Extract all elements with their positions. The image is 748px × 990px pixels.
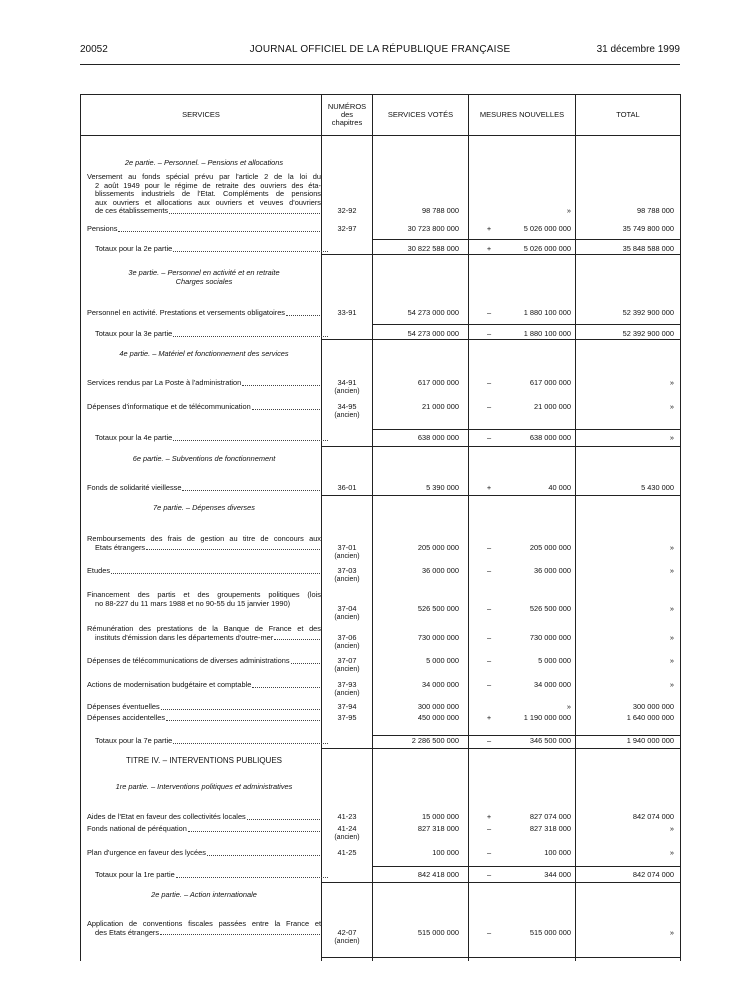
service-label: [87, 591, 321, 608]
total-rule: [372, 239, 680, 240]
sign: –: [486, 633, 492, 642]
total-value: 52 392 900 000: [622, 308, 674, 317]
total-value: 842 074 000: [632, 812, 674, 821]
service-label: [87, 434, 329, 443]
section-heading-text: 2e partie. – Personnel. – Pensions et allocations: [124, 158, 284, 167]
ancien-tag: (ancien): [334, 387, 360, 395]
sign: –: [486, 870, 492, 879]
votes-value: 842 418 000: [417, 870, 459, 879]
label-text: Etats étrangers: [95, 542, 146, 552]
chapter-number: [325, 379, 369, 396]
label-text: Totaux pour la 1re partie: [95, 870, 175, 879]
col-header-chapitres-l3: chapitres: [331, 118, 363, 127]
col-header-mesures: MESURES NOUVELLES: [479, 110, 565, 119]
leader-dots: [207, 855, 320, 856]
votes-value: 34 000 000: [422, 680, 459, 689]
leader-dots: [176, 877, 328, 878]
chapter-code: 37-06: [337, 633, 357, 642]
label-line: 2 août 1949 pour le régime de retraite des ouvriers des éta-: [95, 180, 321, 190]
page-header: [80, 44, 680, 60]
label-text: Dépenses accidentelles: [87, 713, 166, 722]
label-line: Application de conventions fiscales passées entre la France et: [87, 919, 321, 928]
section-heading-text: 1re partie. – Interventions politiques et administratives: [115, 782, 293, 791]
label-text: Totaux pour la 2e partie: [95, 244, 173, 253]
chapter-code: 37-07: [337, 656, 357, 665]
section-heading-text: 4e partie. – Matériel et fonctionnement des services: [119, 349, 289, 358]
total-value: »: [669, 633, 674, 642]
section-rule: [322, 882, 680, 883]
service-label: [87, 309, 321, 318]
chapter-code: 41-24: [337, 824, 357, 833]
service-label: [87, 173, 321, 216]
service-label: [87, 484, 321, 493]
mesures-value: 34 000 000: [534, 680, 571, 689]
votes-value: 730 000 000: [417, 633, 459, 642]
section-rule: [322, 339, 680, 340]
sign: –: [486, 378, 492, 387]
col-header-chapitres-l2: des: [340, 110, 354, 119]
section-heading-text: [87, 269, 321, 286]
votes-value: 54 273 000 000: [407, 308, 459, 317]
chapter-number: 32-97: [337, 224, 357, 233]
label-text: Actions de modernisation budgétaire et comptable: [87, 680, 252, 689]
chapter-number: [325, 403, 369, 420]
mesures-value: 344 000: [544, 870, 571, 879]
ancien-tag: (ancien): [334, 689, 360, 697]
col-header-total: TOTAL: [616, 110, 640, 119]
votes-value: 5 390 000: [426, 483, 459, 492]
votes-value: 526 500 000: [417, 604, 459, 613]
label-line: [87, 634, 321, 643]
votes-value: 5 000 000: [426, 656, 459, 665]
votes-value: 54 273 000 000: [407, 329, 459, 338]
ancien-tag: (ancien): [334, 937, 360, 945]
service-label: [87, 714, 321, 723]
sign: –: [486, 824, 492, 833]
service-label: [87, 681, 321, 690]
mesures-value: 36 000 000: [534, 566, 571, 575]
sign: –: [486, 308, 492, 317]
sign: –: [486, 329, 492, 338]
label-text: Fonds national de péréquation: [87, 824, 187, 833]
label-line: [87, 544, 321, 553]
chapter-number: [325, 544, 369, 561]
sign: +: [486, 812, 492, 821]
ancien-tag: (ancien): [334, 833, 360, 841]
mesures-value: 346 500 000: [529, 736, 571, 745]
leader-dots: [161, 709, 320, 710]
total-value: 842 074 000: [632, 870, 674, 879]
total-value: »: [669, 543, 674, 552]
sign: –: [486, 736, 492, 745]
col-header-votes: SERVICES VOTÉS: [387, 110, 454, 119]
chapter-number: [325, 681, 369, 698]
mesures-value: 827 074 000: [529, 812, 571, 821]
votes-value: 30 723 800 000: [407, 224, 459, 233]
section-heading-text: 2e partie. – Action internationale: [151, 890, 257, 899]
sign: –: [486, 433, 492, 442]
mesures-value: »: [566, 702, 571, 711]
total-value: 5 430 000: [641, 483, 674, 492]
mesures-value: 617 000 000: [529, 378, 571, 387]
total-value: »: [669, 928, 674, 937]
label-text: Dépenses d'informatique et de télécommunication: [87, 402, 251, 411]
votes-value: 36 000 000: [422, 566, 459, 575]
leader-dots: [182, 490, 320, 491]
title-heading-text: TITRE IV. – INTERVENTIONS PUBLIQUES: [125, 756, 283, 765]
service-label: [87, 245, 329, 254]
leader-dots: [160, 934, 320, 935]
col-divider: [575, 95, 576, 961]
label-text: Etudes: [87, 566, 111, 575]
mesures-value: 515 000 000: [529, 928, 571, 937]
mesures-value: 1 880 100 000: [523, 329, 571, 338]
journal-title: JOURNAL OFFICIEL DE LA RÉPUBLIQUE FRANÇAISE: [249, 44, 511, 55]
total-value: »: [669, 433, 674, 442]
votes-value: 617 000 000: [417, 378, 459, 387]
service-label: [87, 849, 321, 858]
leader-dots: [291, 663, 320, 664]
service-label: [87, 225, 321, 234]
chapter-number: [325, 825, 369, 842]
service-label: [87, 379, 321, 388]
service-label: [87, 625, 321, 642]
label-line: Remboursements des frais de gestion au titre de concours aux: [87, 534, 321, 543]
sign: +: [486, 224, 492, 233]
mesures-value: »: [566, 206, 571, 215]
total-rule: [372, 429, 680, 430]
section-heading-text: 6e partie. – Subventions de fonctionnement: [132, 454, 276, 463]
sign: –: [486, 543, 492, 552]
ancien-tag: (ancien): [334, 411, 360, 419]
label-text: Dépenses de télécommunications de diverses administrations: [87, 656, 290, 665]
chapter-code: 37-93: [337, 680, 357, 689]
sign: –: [486, 656, 492, 665]
chapter-code: 42-07: [337, 928, 357, 937]
leader-dots: [252, 409, 320, 410]
label-line: Versement au fonds spécial prévu par l'article 2 de la loi du: [87, 172, 321, 181]
header-rule: [80, 64, 680, 65]
ancien-tag: (ancien): [334, 613, 360, 621]
label-text: Fonds de solidarité vieillesse: [87, 483, 182, 492]
col-header-chapitres: [322, 95, 372, 135]
votes-value: 827 318 000: [417, 824, 459, 833]
total-rule: [372, 324, 680, 325]
service-label: [87, 703, 321, 712]
section-rule: [322, 254, 680, 255]
leader-dots: [166, 720, 320, 721]
mesures-value: 526 500 000: [529, 604, 571, 613]
total-value: 35 749 800 000: [622, 224, 674, 233]
col-divider: [321, 95, 322, 961]
service-label: [87, 813, 321, 822]
chapter-number: [325, 567, 369, 584]
mesures-value: 730 000 000: [529, 633, 571, 642]
chapter-number: 36-01: [337, 483, 357, 492]
sign: –: [486, 848, 492, 857]
leader-dots: [274, 639, 320, 640]
mesures-value: 1 880 100 000: [523, 308, 571, 317]
votes-value: 15 000 000: [422, 812, 459, 821]
total-value: »: [669, 566, 674, 575]
label-text: Services rendus par La Poste à l'administration: [87, 378, 242, 387]
chapter-number: [325, 929, 369, 946]
section-rule: [322, 495, 680, 496]
service-label: [87, 330, 329, 339]
label-text: Totaux pour la 3e partie: [95, 329, 173, 338]
heading-line: 3e partie. – Personnel en activité et en retraite: [128, 268, 280, 277]
sign: –: [486, 402, 492, 411]
service-label: [87, 403, 321, 412]
votes-value: 515 000 000: [417, 928, 459, 937]
chapter-number: [325, 605, 369, 622]
ancien-tag: (ancien): [334, 552, 360, 560]
section-rule: [322, 446, 680, 447]
sign: –: [486, 928, 492, 937]
label-line: Rémunération des prestations de la Banque de France et des: [87, 624, 321, 633]
total-value: 35 848 588 000: [622, 244, 674, 253]
mesures-value: 40 000: [548, 483, 571, 492]
total-value: 300 000 000: [632, 702, 674, 711]
chapter-code: 34-91: [337, 378, 357, 387]
chapter-number: 32-92: [337, 206, 357, 215]
total-value: »: [669, 402, 674, 411]
heading-line: Charges sociales: [175, 276, 233, 286]
service-label: [87, 737, 329, 746]
leader-dots: [118, 231, 320, 232]
service-label: [87, 657, 321, 666]
total-value: »: [669, 378, 674, 387]
label-text: des Etats étrangers: [95, 927, 160, 937]
chapter-number: 37-94: [337, 702, 357, 711]
label-text: de ces établissements: [95, 206, 169, 215]
votes-value: 98 788 000: [422, 206, 459, 215]
leader-dots: [188, 831, 320, 832]
service-label: [87, 567, 321, 576]
ancien-tag: (ancien): [334, 665, 360, 673]
label-text: Totaux pour la 4e partie: [95, 433, 173, 442]
chapter-number: 37-95: [337, 713, 357, 722]
total-value: 98 788 000: [637, 206, 674, 215]
page-number: 20052: [80, 44, 108, 55]
sign: +: [486, 244, 492, 253]
chapter-number: [325, 634, 369, 651]
leader-dots: [173, 743, 328, 744]
sign: –: [486, 566, 492, 575]
chapter-number: 41-23: [337, 812, 357, 821]
chapter-code: 34-95: [337, 402, 357, 411]
votes-value: 21 000 000: [422, 402, 459, 411]
votes-value: 300 000 000: [417, 702, 459, 711]
chapter-number: 33-91: [337, 308, 357, 317]
mesures-value: 638 000 000: [529, 433, 571, 442]
label-text: Plan d'urgence en faveur des lycées: [87, 848, 206, 857]
total-value: »: [669, 604, 674, 613]
budget-table: [80, 94, 681, 961]
mesures-value: 827 318 000: [529, 824, 571, 833]
sign: –: [486, 604, 492, 613]
leader-dots: [173, 251, 328, 252]
label-line: blissements industriels de l'Etat. Compléments de pensions: [95, 189, 321, 198]
service-label: [87, 535, 321, 552]
leader-dots: [242, 385, 320, 386]
service-label: [87, 825, 321, 834]
votes-value: 205 000 000: [417, 543, 459, 552]
ancien-tag: (ancien): [334, 575, 360, 583]
total-value: »: [669, 824, 674, 833]
leader-dots: [252, 687, 320, 688]
label-line: [87, 929, 321, 938]
col-header-services: SERVICES: [182, 110, 220, 119]
leader-dots: [173, 336, 328, 337]
col-divider: [468, 95, 469, 961]
leader-dots: [247, 819, 320, 820]
leader-dots: [111, 573, 320, 574]
header-bottom-rule: [81, 135, 680, 136]
total-value: »: [669, 680, 674, 689]
mesures-value: 1 190 000 000: [523, 713, 571, 722]
section-heading-text: 7e partie. – Dépenses diverses: [153, 503, 255, 512]
service-label: [87, 871, 329, 880]
sign: +: [486, 483, 492, 492]
service-label: [87, 920, 321, 937]
sign: –: [486, 680, 492, 689]
leader-dots: [169, 213, 320, 214]
total-value: »: [669, 848, 674, 857]
votes-value: 638 000 000: [417, 433, 459, 442]
total-value: »: [669, 656, 674, 665]
votes-value: 30 822 588 000: [407, 244, 459, 253]
chapter-code: 37-04: [337, 604, 357, 613]
label-text: Aides de l'Etat en faveur des collectivités locales: [87, 812, 246, 821]
leader-dots: [173, 440, 328, 441]
mesures-value: 21 000 000: [534, 402, 571, 411]
leader-dots: [146, 549, 320, 550]
chapter-number: 41-25: [337, 848, 357, 857]
mesures-value: 5 000 000: [538, 656, 571, 665]
label-line: [87, 207, 321, 216]
total-value: 1 940 000 000: [626, 736, 674, 745]
label-text: Dépenses éventuelles: [87, 702, 160, 711]
votes-value: 2 286 500 000: [411, 736, 459, 745]
votes-value: 100 000: [432, 848, 459, 857]
chapter-number: [325, 657, 369, 674]
chapter-code: 37-03: [337, 566, 357, 575]
mesures-value: 100 000: [544, 848, 571, 857]
sign: +: [486, 713, 492, 722]
publication-date: 31 décembre 1999: [596, 44, 680, 55]
col-header-chapitres-l1: NUMÉROS: [327, 102, 367, 111]
label-line: no 88-227 du 11 mars 1988 et no 90-55 du 15 janvier 1990): [95, 598, 291, 608]
label-text: Personnel en activité. Prestations et versements obligatoires: [87, 308, 286, 317]
label-line: aux ouvriers et allocations aux ouvriers et veuves d'ouvriers: [95, 197, 321, 207]
label-text: Pensions: [87, 224, 118, 233]
total-rule: [372, 866, 680, 867]
label-line: Financement des partis et des groupements politiques (lois: [87, 590, 321, 599]
section-rule: [322, 957, 680, 958]
votes-value: 450 000 000: [417, 713, 459, 722]
label-text: Totaux pour la 7e partie: [95, 736, 173, 745]
mesures-value: 5 026 000 000: [523, 224, 571, 233]
section-rule: [322, 748, 680, 749]
total-value: 52 392 900 000: [622, 329, 674, 338]
chapter-code: 37-01: [337, 543, 357, 552]
leader-dots: [286, 315, 320, 316]
ancien-tag: (ancien): [334, 642, 360, 650]
label-text: instituts d'émission dans les départements d'outre-mer: [95, 632, 274, 642]
mesures-value: 205 000 000: [529, 543, 571, 552]
total-value: 1 640 000 000: [626, 713, 674, 722]
mesures-value: 5 026 000 000: [523, 244, 571, 253]
